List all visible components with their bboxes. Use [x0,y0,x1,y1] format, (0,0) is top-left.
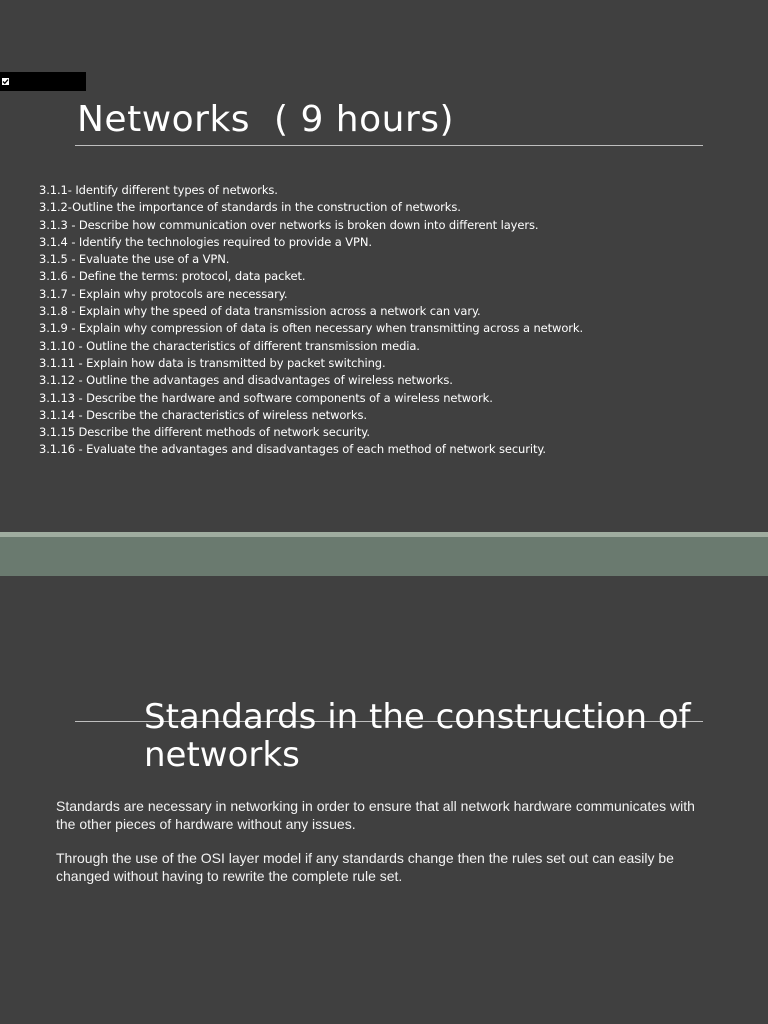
slide-standards [0,576,768,1024]
slide-title: Networks ( 9 hours) [77,99,455,140]
list-item: 3.1.12 - Outline the advantages and disadvantages of wireless networks. [39,373,453,388]
objectives-list [39,182,583,459]
list-item: 3.1.6 - Define the terms: protocol, data packet. [39,269,306,284]
list-item: 3.1.11 - Explain how data is transmitted by packet switching. [39,355,386,370]
list-item: 3.1.13 - Describe the hardware and software components of a wireless network. [39,390,493,405]
slide-separator [0,532,768,576]
list-item: 3.1.5 - Evaluate the use of a VPN. [39,252,230,267]
slide-title: Standards in the construction of networks [144,697,691,775]
list-item: 3.1.2-Outline the importance of standards in the construction of networks. [39,200,461,215]
check-icon[interactable] [1,77,10,86]
list-item: 3.1.7 - Explain why protocols are necessary. [39,286,288,301]
slide-body [56,798,696,902]
list-item: 3.1.3 - Describe how communication over networks is broken down into different layers. [39,217,539,232]
list-item: 3.1.1- Identify different types of networks. [39,183,278,197]
list-item: 3.1.14 - Describe the characteristics of wireless networks. [39,407,367,422]
list-item: 3.1.9 - Explain why compression of data is often necessary when transmitting across a network. [39,321,584,336]
list-item: 3.1.16 - Evaluate the advantages and disadvantages of each method of network security. [39,442,546,457]
title-divider [75,145,703,146]
checkbox-bar [0,72,86,91]
list-item: 3.1.8 - Explain why the speed of data transmission across a network can vary. [39,304,481,319]
list-item: 3.1.10 - Outline the characteristics of different transmission media. [39,338,420,353]
list-item: 3.1.4 - Identify the technologies required to provide a VPN. [39,234,372,249]
body-paragraph: Standards are necessary in networking in order to ensure that all network hardware communicates with the other pieces of hardware without any issues. [56,798,695,832]
body-paragraph: Through the use of the OSI layer model if any standards change then the rules set out can easily be changed without having to rewrite the complete rule set. [56,850,674,884]
list-item: 3.1.15 Describe the different methods of network security. [39,425,370,440]
